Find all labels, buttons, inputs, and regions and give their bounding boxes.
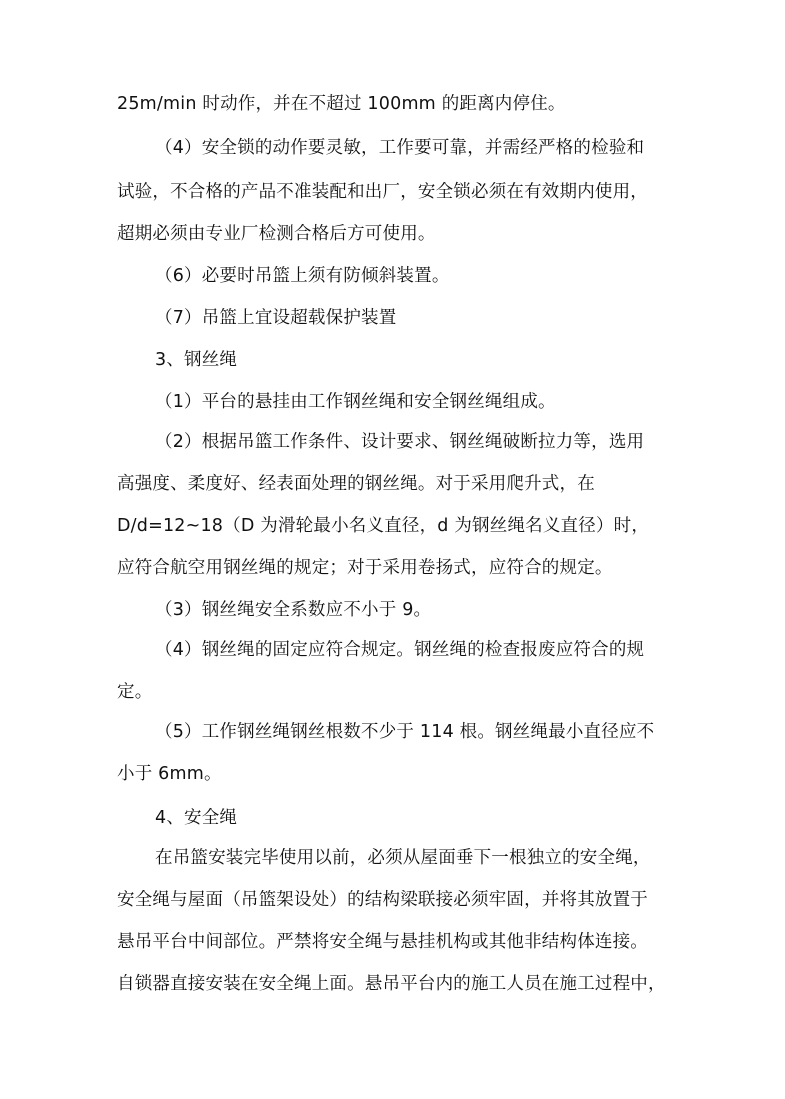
text-line: （4）钢丝绳的固定应符合规定。钢丝绳的检查报废应符合的规 xyxy=(155,640,645,660)
section-heading: 4、安全绳 xyxy=(155,808,238,828)
text-line: （1）平台的悬挂由工作钢丝绳和安全钢丝绳组成。 xyxy=(155,392,556,412)
section-heading: 3、钢丝绳 xyxy=(155,350,238,370)
text-line: （4）安全锁的动作要灵敏，工作要可靠，并需经严格的检验和 xyxy=(155,138,645,158)
text-line: 在吊篮安装完毕使用以前，必须从屋面垂下一根独立的安全绳， xyxy=(155,848,651,868)
text-line: 小于 6mm。 xyxy=(117,764,222,784)
text-line: 悬吊平台中间部位。严禁将安全绳与悬挂机构或其他非结构体连接。 xyxy=(117,932,648,952)
text-line: （6）必要时吊篮上须有防倾斜装置。 xyxy=(155,266,450,286)
text-line: （5）工作钢丝绳钢丝根数不少于 114 根。钢丝绳最小直径应不 xyxy=(155,722,655,742)
text-line: D/d=12~18（D 为滑轮最小名义直径，d 为钢丝绳名义直径）时， xyxy=(117,516,650,536)
text-line: 应符合航空用钢丝绳的规定；对于采用卷扬式，应符合的规定。 xyxy=(117,558,613,578)
text-line: 高强度、柔度好、经表面处理的钢丝绳。对于采用爬升式，在 xyxy=(117,474,595,494)
text-line: 安全绳与屋面（吊篮架设处）的结构梁联接必须牢固，并将其放置于 xyxy=(117,890,648,910)
text-line: （2）根据吊篮工作条件、设计要求、钢丝绳破断拉力等，选用 xyxy=(155,432,645,452)
text-line: 超期必须由专业厂检测合格后方可使用。 xyxy=(117,224,436,244)
text-line: 定。 xyxy=(117,682,153,702)
text-line: 25m/min 时动作，并在不超过 100mm 的距离内停住。 xyxy=(117,94,566,114)
text-line: （3）钢丝绳安全系数应不小于 9。 xyxy=(155,600,432,620)
text-line: 试验，不合格的产品不准装配和出厂，安全锁必须在有效期内使用， xyxy=(117,182,648,202)
text-line: （7）吊篮上宜设超载保护装置 xyxy=(155,308,397,328)
text-line: 自锁器直接安装在安全绳上面。悬吊平台内的施工人员在施工过程中， xyxy=(117,974,666,994)
